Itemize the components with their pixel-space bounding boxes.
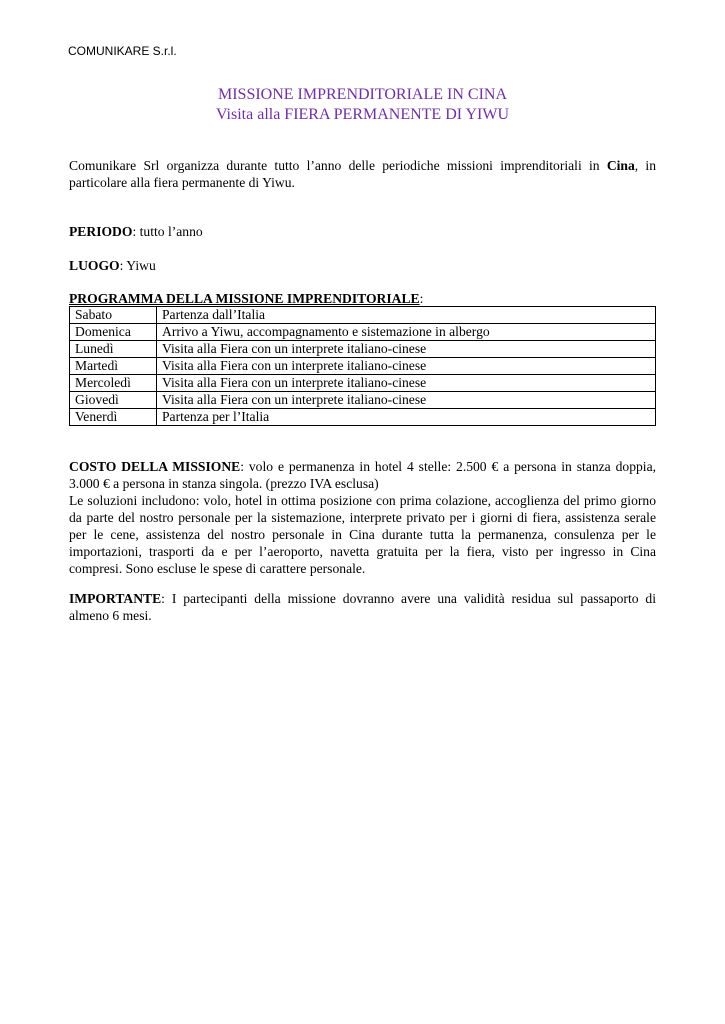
table-cell-activity: Visita alla Fiera con un interprete italiano-cinese xyxy=(157,341,656,358)
table-row xyxy=(70,358,656,375)
table-cell-day: Lunedì xyxy=(70,341,157,358)
programma-heading-label: PROGRAMMA DELLA MISSIONE IMPRENDITORIALE xyxy=(69,291,420,306)
table-cell-activity: Visita alla Fiera con un interprete italiano-cinese xyxy=(157,375,656,392)
title-line-1: MISSIONE IMPRENDITORIALE IN CINA xyxy=(217,86,508,103)
company-header: COMUNIKARE S.r.l. xyxy=(68,44,177,58)
table-cell-activity: Visita alla Fiera con un interprete italiano-cinese xyxy=(157,358,656,375)
title-line-2: Visita alla FIERA PERMANENTE DI YIWU xyxy=(215,106,510,123)
luogo-line xyxy=(69,257,656,274)
programma-table xyxy=(69,306,656,426)
intro-paragraph xyxy=(69,157,656,191)
periodo-label: PERIODO xyxy=(69,224,133,239)
table-cell-activity: Visita alla Fiera con un interprete italiano-cinese xyxy=(157,392,656,409)
table-row xyxy=(70,375,656,392)
periodo-value: : tutto l’anno xyxy=(132,224,203,239)
table-cell-day: Venerdì xyxy=(70,409,157,426)
table-row xyxy=(70,324,656,341)
importante-label: IMPORTANTE xyxy=(69,591,162,606)
table-cell-day: Mercoledì xyxy=(70,375,157,392)
table-cell-activity: Arrivo a Yiwu, accompagnamento e sistemazione in albergo xyxy=(157,324,656,341)
table-row xyxy=(70,307,656,324)
costo-value: : volo e permanenza in hotel 4 stelle: 2.500 € a persona in stanza doppia, 3.000 € a persona in stanza singola. (prezzo IVA esclusa) xyxy=(69,459,657,491)
table-cell-day: Giovedì xyxy=(70,392,157,409)
table-cell-day: Martedì xyxy=(70,358,157,375)
periodo-line xyxy=(69,223,656,240)
table-row xyxy=(70,341,656,358)
table-row xyxy=(70,409,656,426)
programma-heading xyxy=(69,290,656,307)
table-cell-activity: Partenza dall’Italia xyxy=(157,307,656,324)
luogo-label: LUOGO xyxy=(69,258,120,273)
table-cell-day: Sabato xyxy=(70,307,157,324)
intro-text-before: Comunikare Srl organizza durante tutto l’anno delle periodiche missioni imprenditoriali in xyxy=(69,158,607,173)
intro-text-after: , in particolare alla fiera permanente di Yiwu. xyxy=(69,158,657,190)
importante-section xyxy=(69,590,656,624)
costo-details: Le soluzioni includono: volo, hotel in ottima posizione con prima colazione, accoglienza del primo giorno da parte del nostro personale per la sistemazione, interprete privato per i giorni di fiera, assistenza serale per le cene, assistenza del nostro personale in Cina durante tutta la permanenza, consulenza per le importazioni, trasporti da e per l’aeroporto, navetta gratuita per la fiera, visto per ingresso in Cina compresi. Sono escluse le spese di carattere personale. xyxy=(69,493,656,576)
programma-heading-suffix: : xyxy=(419,291,424,306)
table-cell-activity: Partenza per l’Italia xyxy=(157,409,656,426)
table-cell-day: Domenica xyxy=(70,324,157,341)
importante-value: : I partecipanti della missione dovranno avere una validità residua sul passaporto di almeno 6 mesi. xyxy=(69,591,656,623)
table-row xyxy=(70,392,656,409)
costo-section xyxy=(69,458,656,577)
luogo-value: : Yiwu xyxy=(119,258,156,273)
costo-label: COSTO DELLA MISSIONE xyxy=(69,459,241,474)
intro-bold-country: Cina xyxy=(606,158,635,173)
document-title xyxy=(0,85,725,125)
